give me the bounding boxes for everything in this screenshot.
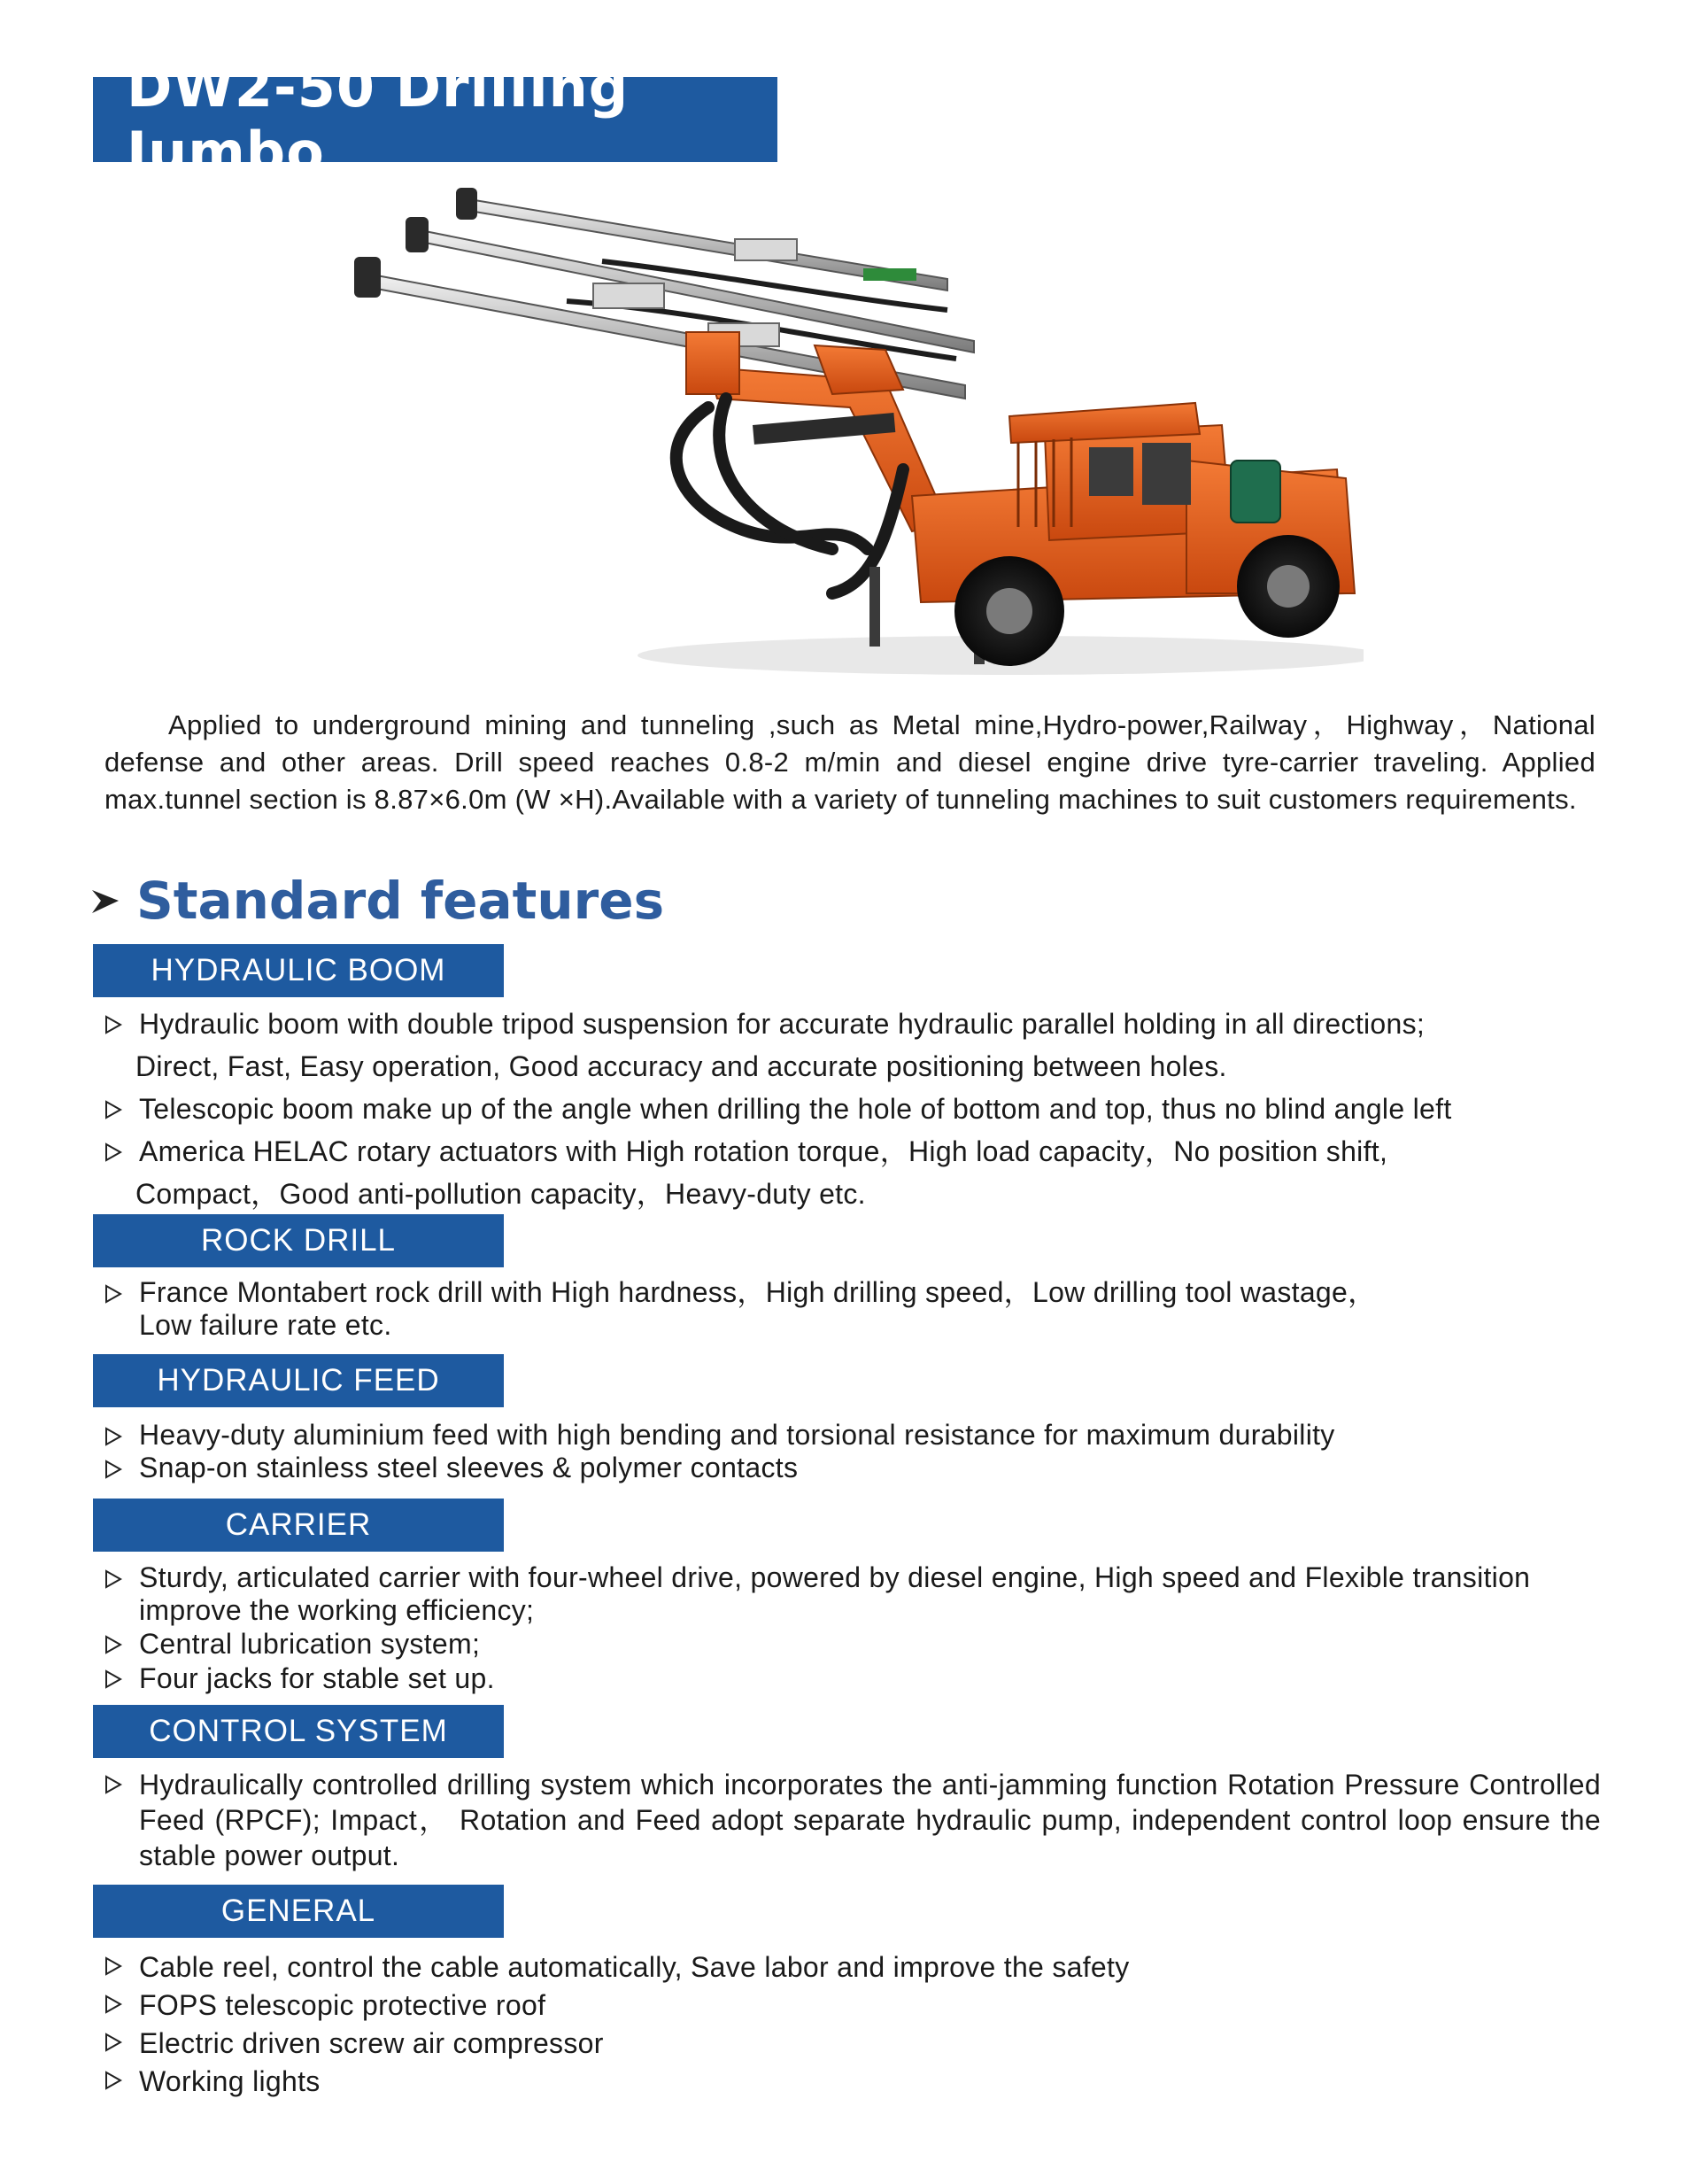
general-list xyxy=(104,1948,1601,2101)
triangle-right-icon xyxy=(104,1956,122,1976)
list-item xyxy=(104,1627,1601,1661)
hydraulic-feed-list xyxy=(104,1419,1601,1484)
list-item-text: Sturdy, articulated carrier with four-wheel drive, powered by diesel engine, High speed and Flexible transition xyxy=(139,1561,1531,1593)
list-item-text: FOPS telescopic protective roof xyxy=(139,1989,546,2021)
carrier-list xyxy=(104,1561,1601,1696)
triangle-right-icon xyxy=(104,1569,122,1589)
triangle-right-icon xyxy=(104,1775,122,1794)
list-item xyxy=(104,1452,1601,1484)
hydraulic-boom-list xyxy=(104,1003,1601,1215)
list-item-text-cont: Low failure rate etc. xyxy=(139,1309,392,1341)
triangle-right-icon xyxy=(104,1635,122,1654)
control-system-list xyxy=(104,1767,1601,1873)
list-item xyxy=(104,1661,1601,1696)
triangle-right-icon xyxy=(104,1427,122,1446)
list-item xyxy=(104,1130,1601,1215)
triangle-right-icon xyxy=(104,1460,122,1479)
triangle-right-icon xyxy=(104,1100,122,1119)
triangle-right-icon xyxy=(104,1142,122,1162)
triangle-right-icon xyxy=(104,1994,122,2014)
section-tag-hydraulic-boom: HYDRAULIC BOOM xyxy=(93,944,504,997)
list-item xyxy=(104,1276,1601,1342)
list-item-text: Hydraulic boom with double tripod suspension for accurate hydraulic parallel holding in all directions; xyxy=(139,1008,1426,1040)
list-item-text: Heavy-duty aluminium feed with high bending and torsional resistance for maximum durability xyxy=(139,1419,1335,1451)
list-item-text: Snap-on stainless steel sleeves & polymer contacts xyxy=(139,1452,799,1483)
list-item-text: Central lubrication system; xyxy=(139,1628,481,1660)
section-tag-control-system: CONTROL SYSTEM xyxy=(93,1705,504,1758)
list-item-text: Telescopic boom make up of the angle when drilling the hole of bottom and top, thus no blind angle left xyxy=(139,1093,1452,1125)
list-item-text: France Montabert rock drill with High hardness，High drilling speed，Low drilling tool wastage， xyxy=(139,1276,1377,1308)
section-tag-carrier: CARRIER xyxy=(93,1499,504,1552)
section-tag-general: GENERAL xyxy=(93,1885,504,1938)
list-item xyxy=(104,1088,1601,1130)
list-item xyxy=(104,1987,1601,2025)
intro-paragraph: Applied to underground mining and tunneling ,such as Metal mine,Hydro-power,Railway，Highway，National defense and other areas. Drill speed reaches 0.8-2 m/min and diesel engine drive tyre-carrier traveling. Applied max.tunnel section is 8.87×6.0m (W ×H).Available with a variety of tunneling machines to suit customers requirements. xyxy=(104,709,1596,815)
list-item xyxy=(104,1948,1601,1987)
section-tag-rock-drill: ROCK DRILL xyxy=(93,1214,504,1267)
list-item-text-cont: improve the working efficiency; xyxy=(139,1594,535,1626)
list-item-text: America HELAC rotary actuators with High rotation torque，High load capacity，No position shift, xyxy=(139,1135,1388,1167)
list-item-text: Working lights xyxy=(139,2065,321,2097)
list-item-text-cont: Compact，Good anti-pollution capacity，Heavy-duty etc. xyxy=(135,1178,866,1210)
triangle-right-icon xyxy=(104,1284,122,1304)
list-item xyxy=(104,2025,1601,2063)
list-item-text: Cable reel, control the cable automatically, Save labor and improve the safety xyxy=(139,1951,1130,1983)
list-item-text-cont: Direct, Fast, Easy operation, Good accuracy and accurate positioning between holes. xyxy=(135,1050,1227,1082)
list-item-text: Electric driven screw air compressor xyxy=(139,2027,604,2059)
title-banner xyxy=(93,55,777,184)
list-item xyxy=(104,1561,1601,1627)
triangle-right-icon xyxy=(104,2033,122,2052)
page-title: DW2-50 Drilling Jumbo xyxy=(127,55,630,184)
drilling-jumbo-image xyxy=(336,177,1364,709)
triangle-right-icon xyxy=(104,2071,122,2090)
list-item-text: Four jacks for stable set up. xyxy=(139,1662,495,1694)
list-item xyxy=(104,1003,1601,1088)
section-tag-hydraulic-feed: HYDRAULIC FEED xyxy=(93,1354,504,1407)
list-item xyxy=(104,2063,1601,2101)
list-item xyxy=(104,1419,1601,1452)
standard-features-title: Standard features xyxy=(136,871,665,931)
list-item xyxy=(104,1767,1601,1873)
list-item-text: Hydraulically controlled drilling system which incorporates the anti-jamming function Rotation Pressure Controlled Feed (RPCF); Impact， Rotation and Feed adopt separate hydraulic pump, independent control loop ensure the stable power output. xyxy=(139,1769,1601,1871)
arrow-right-icon xyxy=(89,883,124,918)
rock-drill-list xyxy=(104,1276,1601,1342)
standard-features-heading xyxy=(89,871,664,931)
triangle-right-icon xyxy=(104,1669,122,1689)
triangle-right-icon xyxy=(104,1015,122,1034)
